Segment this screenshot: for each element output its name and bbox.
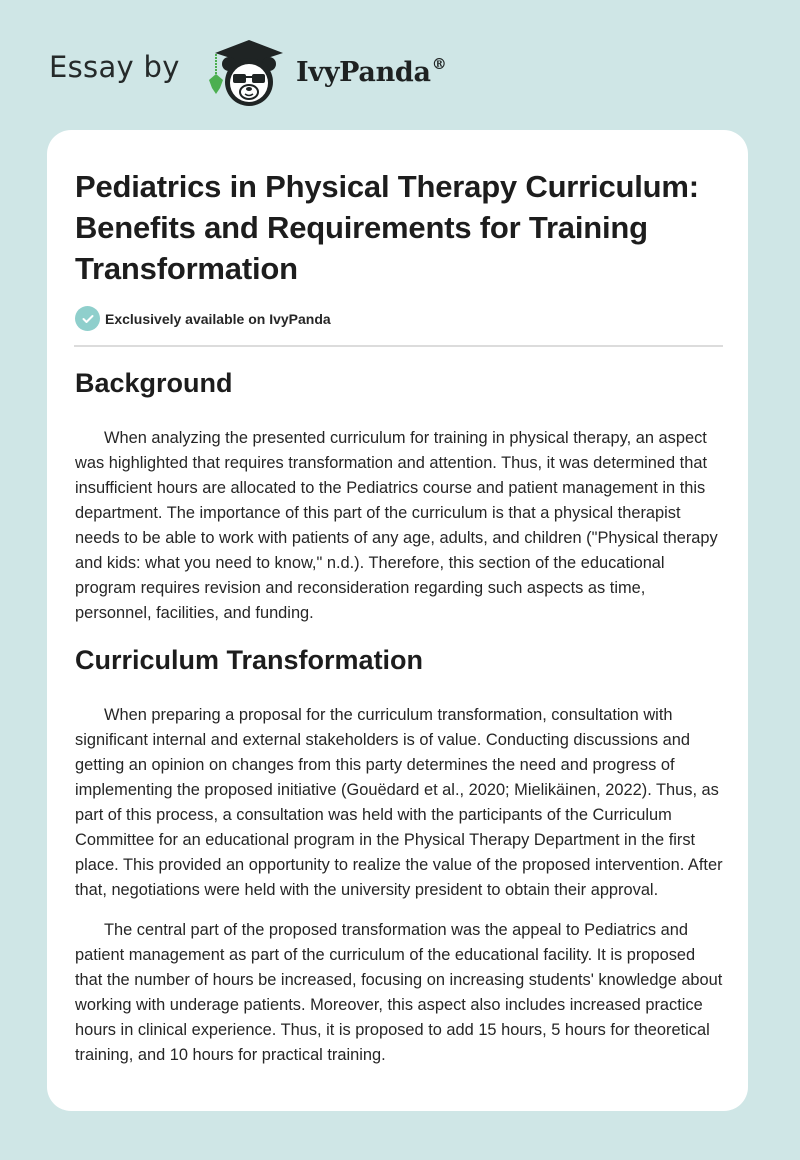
- registered-mark: ®: [431, 55, 447, 73]
- paragraph: When analyzing the presented curriculum for training in physical therapy, an aspect was highlighted that requires transformation and attention. Thus, it was determined that insufficient hours are allocated to the Pediatrics course and patient management in this department. The importance of this part of the curriculum is that a physical therapist needs to be able to work with patients of any age, adults, and children ("Physical therapy and kids: what you need to know," n.d.). Therefore, this section of the educational program requires revision and reconsideration regarding such aspects as time, personnel, facilities, and funding.: [75, 429, 718, 622]
- check-circle-icon: [75, 306, 100, 331]
- exclusive-badge: [75, 306, 331, 331]
- brand-text: IvyPanda: [296, 57, 431, 88]
- paragraph: When preparing a proposal for the curriculum transformation, consultation with significant internal and external stakeholders is of value. Conducting discussions and getting an opinion on changes from this party determines the need and progress of implementing the proposed initiative (Gouëdard et al., 2020; Mielikäinen, 2022). Thus, as part of this process, a consultation was held with the participants of the Curriculum Committee for an educational program in the Physical Therapy Department in the first place. This provided an opportunity to realize the value of the proposed intervention. After that, negotiations were held with the university president to obtain their approval.: [75, 706, 723, 899]
- section-heading-curriculum-transformation: Curriculum Transformation: [75, 645, 424, 675]
- exclusive-text: Exclusively available on IvyPanda: [105, 310, 331, 327]
- brand-name[interactable]: [296, 55, 446, 88]
- section-heading-background: Background: [75, 368, 233, 398]
- article-card: [47, 130, 748, 1111]
- panda-logo-icon[interactable]: [203, 36, 291, 108]
- essay-by-label: Essay by: [49, 50, 180, 84]
- divider: [74, 345, 723, 347]
- article-title: Pediatrics in Physical Therapy Curriculum: Benefits and Requirements for Training Transformation: [75, 169, 699, 286]
- paragraph: The central part of the proposed transformation was the appeal to Pediatrics and patient management as part of the curriculum of the educational facility. It is proposed that the number of hours be increased, focusing on increasing students' knowledge about working with underage patients. Moreover, this aspect also includes increased practice hours in clinical experience. Thus, it is proposed to add 15 hours, 5 hours for theoretical training, and 10 hours for practical training.: [75, 921, 723, 1064]
- site-header: [0, 0, 800, 130]
